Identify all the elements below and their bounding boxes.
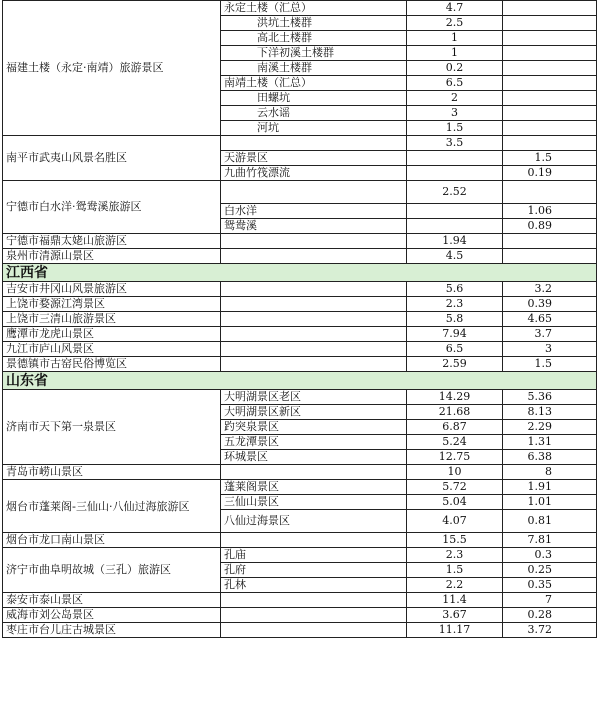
- sub-area-name: 南靖土楼（汇总）: [221, 76, 407, 91]
- table-row: [3, 234, 597, 249]
- table-row: [3, 480, 597, 495]
- value-col1: 1.5: [407, 121, 503, 136]
- area-name-text: 烟台市蓬莱阁-三仙山·八仙过海旅游区: [6, 499, 190, 513]
- area-name: 福建土楼（永定·南靖）旅游景区: [3, 1, 221, 136]
- value-col2: 4.65: [503, 312, 597, 327]
- area-name: 吉安市井冈山风景旅游区: [3, 282, 221, 297]
- sub-area-name: [221, 282, 407, 297]
- sub-area-name: 高北土楼群: [221, 31, 407, 46]
- value-col1: 5.72: [407, 480, 503, 495]
- value-col1: [407, 166, 503, 181]
- area-name: 九江市庐山风景区: [3, 342, 221, 357]
- value-col1: 10: [407, 465, 503, 480]
- sub-area-name: [221, 327, 407, 342]
- value-col2: 1.31: [503, 435, 597, 450]
- value-col2: 2.29: [503, 420, 597, 435]
- value-col1: 1.94: [407, 234, 503, 249]
- sub-area-name: 南溪土楼群: [221, 61, 407, 76]
- value-col1: 2.5: [407, 16, 503, 31]
- value-col2: [503, 249, 597, 264]
- sub-area-name: [221, 181, 407, 204]
- value-col1: 3.67: [407, 608, 503, 623]
- value-col1: 15.5: [407, 533, 503, 548]
- value-col2: 1.01: [503, 495, 597, 510]
- sub-area-name: [221, 593, 407, 608]
- province-header-row: [3, 264, 597, 282]
- table-row: [3, 533, 597, 548]
- value-col2: 3: [503, 342, 597, 357]
- table-row: [3, 327, 597, 342]
- sub-area-name: 下洋初溪土楼群: [221, 46, 407, 61]
- sub-area-name: 环城景区: [221, 450, 407, 465]
- sub-area-name: [221, 465, 407, 480]
- sub-area-name: 河坑: [221, 121, 407, 136]
- value-col2: [503, 16, 597, 31]
- value-col2: [503, 234, 597, 249]
- value-col2: 0.19: [503, 166, 597, 181]
- value-col1: 5.04: [407, 495, 503, 510]
- value-col1: 14.29: [407, 390, 503, 405]
- value-col1: [407, 151, 503, 166]
- table-row: [3, 136, 597, 151]
- value-col1: 2.52: [407, 181, 503, 204]
- value-col2: 7: [503, 593, 597, 608]
- area-name: 青岛市崂山景区: [3, 465, 221, 480]
- value-col1: 6.5: [407, 76, 503, 91]
- value-col2: 6.38: [503, 450, 597, 465]
- value-col2: 0.89: [503, 219, 597, 234]
- value-col1: 0.2: [407, 61, 503, 76]
- sub-area-name: [221, 249, 407, 264]
- value-col1: 1: [407, 46, 503, 61]
- value-col2: 8.13: [503, 405, 597, 420]
- table-row: [3, 608, 597, 623]
- table-row: [3, 623, 597, 638]
- value-col2: [503, 31, 597, 46]
- sub-area-name: [221, 623, 407, 638]
- value-col1: 21.68: [407, 405, 503, 420]
- value-col2: 7.81: [503, 533, 597, 548]
- sub-area-name: 大明湖景区老区: [221, 390, 407, 405]
- area-name: 南平市武夷山风景名胜区: [3, 136, 221, 181]
- sub-area-name: [221, 608, 407, 623]
- sub-area-name: 田螺坑: [221, 91, 407, 106]
- value-col1: 2.59: [407, 357, 503, 372]
- area-name: 威海市刘公岛景区: [3, 608, 221, 623]
- value-col2: 5.36: [503, 390, 597, 405]
- value-col1: 2: [407, 91, 503, 106]
- value-col2: 1.5: [503, 357, 597, 372]
- area-name: 济宁市曲阜明故城（三孔）旅游区: [3, 548, 221, 593]
- value-col2: 3.72: [503, 623, 597, 638]
- value-col2: 8: [503, 465, 597, 480]
- value-col1: 3.5: [407, 136, 503, 151]
- area-name: 枣庄市台儿庄古城景区: [3, 623, 221, 638]
- value-col1: 1: [407, 31, 503, 46]
- sub-area-name: 八仙过海景区: [221, 510, 407, 533]
- value-col2: [503, 61, 597, 76]
- area-name: 烟台市龙口南山景区: [3, 533, 221, 548]
- table-row: [3, 1, 597, 16]
- value-col1: 2.3: [407, 297, 503, 312]
- value-col1: [407, 204, 503, 219]
- value-col1: 6.87: [407, 420, 503, 435]
- value-col2: 1.06: [503, 204, 597, 219]
- value-col1: 4.07: [407, 510, 503, 533]
- area-name: [3, 480, 221, 533]
- value-col2: 1.5: [503, 151, 597, 166]
- value-col2: [503, 136, 597, 151]
- value-col1: 4.5: [407, 249, 503, 264]
- value-col1: 3: [407, 106, 503, 121]
- value-col1: 2.2: [407, 578, 503, 593]
- sub-area-name: 云水谣: [221, 106, 407, 121]
- value-col1: 11.4: [407, 593, 503, 608]
- value-col2: 0.39: [503, 297, 597, 312]
- value-col2: 0.3: [503, 548, 597, 563]
- value-col2: [503, 91, 597, 106]
- province-header-row: [3, 372, 597, 390]
- sub-area-name: [221, 357, 407, 372]
- value-col1: 6.5: [407, 342, 503, 357]
- area-name: 泰安市泰山景区: [3, 593, 221, 608]
- sub-area-name: 九曲竹筏漂流: [221, 166, 407, 181]
- value-col1: 2.3: [407, 548, 503, 563]
- sub-area-name: 鸳鸯溪: [221, 219, 407, 234]
- table-row: [3, 465, 597, 480]
- area-name: 济南市天下第一泉景区: [3, 390, 221, 465]
- table-row: [3, 249, 597, 264]
- value-col2: 3.2: [503, 282, 597, 297]
- province-header: 江西省: [3, 264, 597, 282]
- value-col1: 4.7: [407, 1, 503, 16]
- table-row: [3, 342, 597, 357]
- area-name: 上饶市三清山旅游景区: [3, 312, 221, 327]
- sub-area-name: 孔庙: [221, 548, 407, 563]
- value-col2: 0.28: [503, 608, 597, 623]
- value-col2: [503, 106, 597, 121]
- table-row: [3, 357, 597, 372]
- value-col1: 7.94: [407, 327, 503, 342]
- sub-area-name: 孔府: [221, 563, 407, 578]
- value-col1: 5.6: [407, 282, 503, 297]
- value-col2: [503, 181, 597, 204]
- table-row: [3, 593, 597, 608]
- area-name: 宁德市福鼎太姥山旅游区: [3, 234, 221, 249]
- area-name: 上饶市婺源江湾景区: [3, 297, 221, 312]
- sub-area-name: 蓬莱阁景区: [221, 480, 407, 495]
- sub-area-name: 三仙山景区: [221, 495, 407, 510]
- value-col1: 5.24: [407, 435, 503, 450]
- province-header: 山东省: [3, 372, 597, 390]
- sub-area-name: 天游景区: [221, 151, 407, 166]
- table-row: [3, 297, 597, 312]
- sub-area-name: [221, 234, 407, 249]
- sub-area-name: [221, 297, 407, 312]
- table-row: [3, 390, 597, 405]
- value-col2: [503, 121, 597, 136]
- sub-area-name: [221, 312, 407, 327]
- sub-area-name: 孔林: [221, 578, 407, 593]
- value-col1: 12.75: [407, 450, 503, 465]
- area-name: 泉州市清源山景区: [3, 249, 221, 264]
- scenic-area-price-table: [2, 0, 597, 638]
- value-col2: [503, 76, 597, 91]
- value-col2: 0.81: [503, 510, 597, 533]
- sub-area-name: [221, 533, 407, 548]
- value-col1: 11.17: [407, 623, 503, 638]
- sub-area-name: 五龙潭景区: [221, 435, 407, 450]
- sub-area-name: [221, 136, 407, 151]
- value-col2: 0.25: [503, 563, 597, 578]
- value-col2: 1.91: [503, 480, 597, 495]
- sub-area-name: 大明湖景区新区: [221, 405, 407, 420]
- table-row: [3, 181, 597, 204]
- value-col1: [407, 219, 503, 234]
- table-row: [3, 282, 597, 297]
- area-name: 景德镇市古窑民俗博览区: [3, 357, 221, 372]
- sub-area-name: [221, 342, 407, 357]
- table-row: [3, 548, 597, 563]
- area-name: 宁德市白水洋·鸳鸯溪旅游区: [3, 181, 221, 234]
- value-col2: [503, 1, 597, 16]
- sub-area-name: 趵突泉景区: [221, 420, 407, 435]
- sub-area-name: 洪坑土楼群: [221, 16, 407, 31]
- value-col2: [503, 46, 597, 61]
- value-col2: 3.7: [503, 327, 597, 342]
- table-row: [3, 312, 597, 327]
- value-col1: 1.5: [407, 563, 503, 578]
- area-name: 鹰潭市龙虎山景区: [3, 327, 221, 342]
- sub-area-name: 永定土楼（汇总）: [221, 1, 407, 16]
- value-col2: 0.35: [503, 578, 597, 593]
- value-col1: 5.8: [407, 312, 503, 327]
- sub-area-name: 白水洋: [221, 204, 407, 219]
